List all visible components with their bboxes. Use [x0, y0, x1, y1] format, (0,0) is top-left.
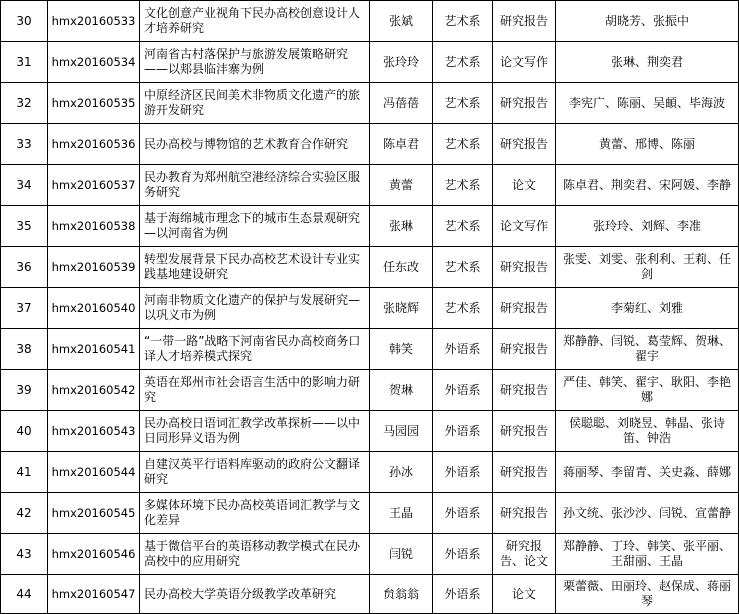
row-number-cell: 36: [1, 247, 48, 288]
row-number-cell: 40: [1, 411, 48, 452]
result-type-cell: 论文写作: [493, 206, 556, 247]
members-cell: 李宪广、陈丽、吴頔、毕海波: [556, 83, 739, 124]
result-type-cell: 研究报告: [493, 83, 556, 124]
department-cell: 外语系: [433, 329, 493, 370]
project-title-cell: 中原经济区民间美术非物质文化遗产的旅游开发研究: [140, 83, 370, 124]
department-cell: 艺术系: [433, 247, 493, 288]
row-number-cell: 41: [1, 452, 48, 493]
table-row: [1, 575, 739, 614]
host-cell: 韩笑: [370, 329, 433, 370]
project-title-cell: 转型发展背景下民办高校艺术设计专业实践基地建设研究: [140, 247, 370, 288]
members-cell: 胡晓芳、张振中: [556, 1, 739, 42]
members-cell: 侯聪聪、刘晓昱、韩晶、张诗笛、钟浩: [556, 411, 739, 452]
project-title-cell: 民办高校日语词汇教学改革探析——以中日同形异义语为例: [140, 411, 370, 452]
department-cell: 艺术系: [433, 1, 493, 42]
row-number-cell: 33: [1, 124, 48, 165]
row-number-cell: 34: [1, 165, 48, 206]
result-type-cell: 研究报告: [493, 247, 556, 288]
host-cell: 张晓辉: [370, 288, 433, 329]
result-type-cell: 论文: [493, 575, 556, 614]
project-title-cell: 英语在郑州市社会语言生活中的影响力研究: [140, 370, 370, 411]
project-code-cell: hmx20160547: [48, 575, 140, 614]
row-number-cell: 43: [1, 534, 48, 575]
department-cell: 艺术系: [433, 42, 493, 83]
department-cell: 艺术系: [433, 288, 493, 329]
project-title-cell: 多媒体环境下民办高校英语词汇教学与文化差异: [140, 493, 370, 534]
project-code-cell: hmx20160544: [48, 452, 140, 493]
row-number-cell: 39: [1, 370, 48, 411]
department-cell: 外语系: [433, 534, 493, 575]
project-title-cell: 民办高校大学英语分级教学改革研究: [140, 575, 370, 614]
project-title-cell: 基于微信平台的英语移动教学模式在民办高校中的应用研究: [140, 534, 370, 575]
host-cell: 贺琳: [370, 370, 433, 411]
result-type-cell: 论文写作: [493, 42, 556, 83]
row-number-cell: 31: [1, 42, 48, 83]
row-number-cell: 44: [1, 575, 48, 614]
result-type-cell: 研究报告: [493, 452, 556, 493]
project-code-cell: hmx20160545: [48, 493, 140, 534]
result-type-cell: 研究报告: [493, 493, 556, 534]
host-cell: 张斌: [370, 1, 433, 42]
members-cell: 张琳、荆奕君: [556, 42, 739, 83]
host-cell: 冯蓓蓓: [370, 83, 433, 124]
host-cell: 张玲玲: [370, 42, 433, 83]
project-title-cell: 基于海绵城市理念下的城市生态景观研究—以河南省为例: [140, 206, 370, 247]
department-cell: 外语系: [433, 575, 493, 614]
project-title-cell: 河南非物质文化遗产的保护与发展研究—以巩义市为例: [140, 288, 370, 329]
table-row: [1, 83, 739, 124]
members-cell: 蒋丽琴、李留青、关史淼、薛娜: [556, 452, 739, 493]
project-code-cell: hmx20160534: [48, 42, 140, 83]
members-cell: 黄蕾、邢博、陈丽: [556, 124, 739, 165]
project-code-cell: hmx20160541: [48, 329, 140, 370]
host-cell: 黄蕾: [370, 165, 433, 206]
project-title-cell: 民办教育为郑州航空港经济综合实验区服务研究: [140, 165, 370, 206]
project-title-cell: 民办高校与博物馆的艺术教育合作研究: [140, 124, 370, 165]
table-row: [1, 247, 739, 288]
row-number-cell: 32: [1, 83, 48, 124]
table-row: [1, 370, 739, 411]
row-number-cell: 42: [1, 493, 48, 534]
department-cell: 外语系: [433, 493, 493, 534]
members-cell: 严佳、韩笑、翟宇、耿阳、李艳娜: [556, 370, 739, 411]
project-title-cell: 河南省古村落保护与旅游发展策略研究——以郏县临沣寨为例: [140, 42, 370, 83]
department-cell: 外语系: [433, 411, 493, 452]
host-cell: 王晶: [370, 493, 433, 534]
result-type-cell: 研究报告: [493, 124, 556, 165]
host-cell: 贠翁翁: [370, 575, 433, 614]
members-cell: 郑静静、丁玲、韩笑、张平丽、王甜丽、王晶: [556, 534, 739, 575]
table-row: [1, 124, 739, 165]
table-row: [1, 165, 739, 206]
table-row: [1, 411, 739, 452]
host-cell: 孙冰: [370, 452, 433, 493]
department-cell: 外语系: [433, 370, 493, 411]
host-cell: 闫锐: [370, 534, 433, 575]
department-cell: 艺术系: [433, 165, 493, 206]
project-code-cell: hmx20160533: [48, 1, 140, 42]
project-code-cell: hmx20160535: [48, 83, 140, 124]
project-title-cell: 自建汉英平行语料库驱动的政府公文翻译研究: [140, 452, 370, 493]
table-row: [1, 1, 739, 42]
project-title-cell: “一带一路”战略下河南省民办高校商务口译人才培养模式探究: [140, 329, 370, 370]
table-row: [1, 534, 739, 575]
department-cell: 艺术系: [433, 206, 493, 247]
department-cell: 外语系: [433, 452, 493, 493]
table-row: [1, 452, 739, 493]
result-type-cell: 研究报告: [493, 288, 556, 329]
table-body: [1, 1, 739, 614]
result-type-cell: 研究报告: [493, 370, 556, 411]
result-type-cell: 研究报告: [493, 411, 556, 452]
row-number-cell: 37: [1, 288, 48, 329]
table-row: [1, 206, 739, 247]
project-code-cell: hmx20160540: [48, 288, 140, 329]
row-number-cell: 30: [1, 1, 48, 42]
host-cell: 张琳: [370, 206, 433, 247]
project-code-cell: hmx20160536: [48, 124, 140, 165]
project-code-cell: hmx20160542: [48, 370, 140, 411]
members-cell: 张玲玲、刘辉、李准: [556, 206, 739, 247]
host-cell: 陈卓君: [370, 124, 433, 165]
result-type-cell: 研究报告: [493, 329, 556, 370]
row-number-cell: 38: [1, 329, 48, 370]
project-code-cell: hmx20160543: [48, 411, 140, 452]
department-cell: 艺术系: [433, 124, 493, 165]
department-cell: 艺术系: [433, 83, 493, 124]
result-type-cell: 研究报告、论文: [493, 534, 556, 575]
members-cell: 栗蕾薇、田丽玲、赵保成、蒋丽琴: [556, 575, 739, 614]
members-cell: 张雯、刘雯、张利利、王莉、任剑: [556, 247, 739, 288]
members-cell: 李菊红、刘雅: [556, 288, 739, 329]
members-cell: 陈卓君、荆奕君、宋阿媛、李静: [556, 165, 739, 206]
project-title-cell: 文化创意产业视角下民办高校创意设计人才培养研究: [140, 1, 370, 42]
row-number-cell: 35: [1, 206, 48, 247]
members-cell: 郑静静、闫锐、葛莹辉、贺琳、翟宇: [556, 329, 739, 370]
project-code-cell: hmx20160538: [48, 206, 140, 247]
table-row: [1, 288, 739, 329]
result-type-cell: 研究报告: [493, 1, 556, 42]
host-cell: 马园园: [370, 411, 433, 452]
project-code-cell: hmx20160537: [48, 165, 140, 206]
table-row: [1, 329, 739, 370]
members-cell: 孙文统、张沙沙、闫锐、宣蕾静: [556, 493, 739, 534]
project-code-cell: hmx20160546: [48, 534, 140, 575]
table-row: [1, 493, 739, 534]
result-type-cell: 论文: [493, 165, 556, 206]
host-cell: 任东改: [370, 247, 433, 288]
table-row: [1, 42, 739, 83]
project-code-cell: hmx20160539: [48, 247, 140, 288]
